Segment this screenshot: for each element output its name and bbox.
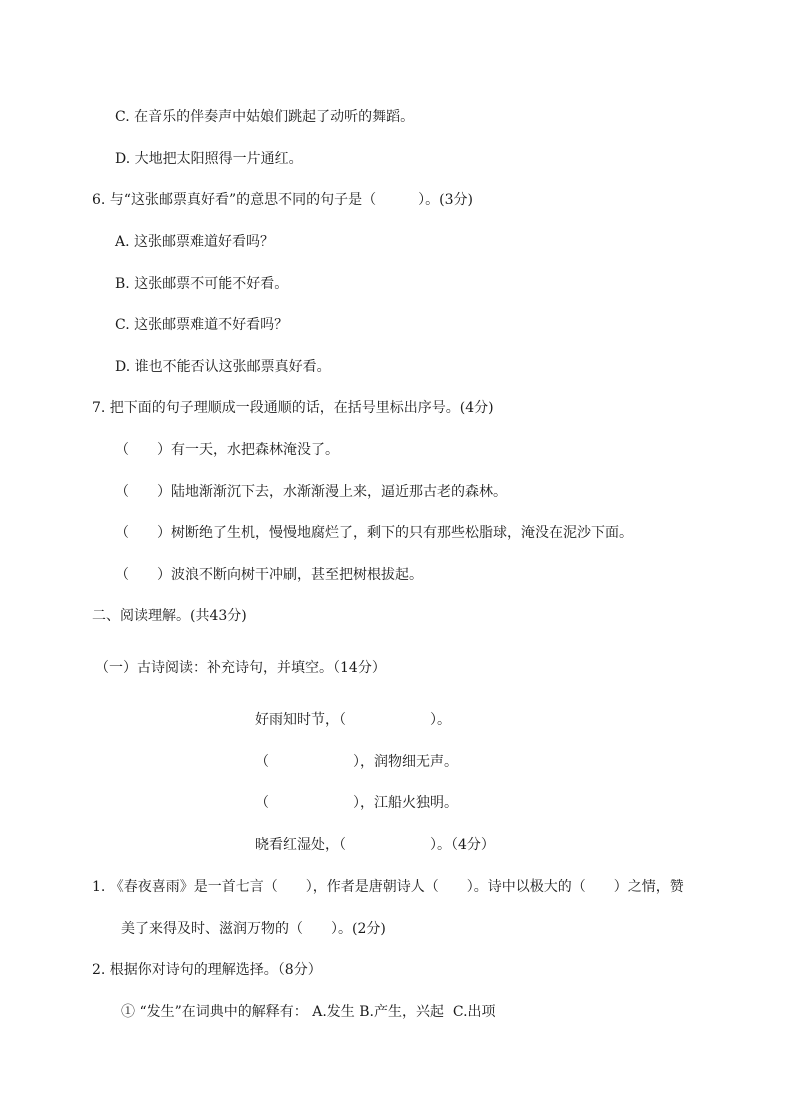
poem-question-1-continued: 美了来得及时、滋润万物的（ ）。(2分) — [121, 921, 386, 937]
poem-question-2: 2. 根据你对诗句的理解选择。（8分） — [92, 962, 322, 978]
poem-line-4: 晓看红湿处，（ ）。（4分） — [255, 837, 495, 853]
question-6-option-d: D. 谁也不能否认这张邮票真好看。 — [115, 359, 331, 375]
question-6: 6. 与“这张邮票真好看”的意思不同的句子是（ ）。(3分) — [92, 192, 473, 208]
poem-line-3: （ ），江船火独明。 — [255, 795, 458, 811]
question-7-sentence-2: （ ）陆地渐渐沉下去，水渐渐漫上来，逼近那古老的森林。 — [115, 484, 507, 500]
poem-question-2-item-1: ① “发生”在词典中的解释有： A.发生 B.产生，兴起 C.出项 — [121, 1004, 496, 1020]
question-5-option-c: C. 在音乐的伴奏声中姑娘们跳起了动听的舞蹈。 — [115, 109, 415, 125]
subsection-1-heading: （一）古诗阅读：补充诗句，并填空。（14分） — [95, 660, 386, 676]
poem-question-1: 1. 《春夜喜雨》是一首七言（ ），作者是唐朝诗人（ ）。诗中以极大的（ ）之情，赞 — [92, 879, 684, 895]
question-5-option-d: D. 大地把太阳照得一片通红。 — [115, 151, 303, 167]
question-7-sentence-4: （ ）波浪不断向树干冲刷，甚至把树根拔起。 — [115, 567, 423, 583]
poem-line-2: （ ），润物细无声。 — [255, 754, 458, 770]
question-6-option-b: B. 这张邮票不可能不好看。 — [115, 276, 289, 292]
section-2-heading: 二、阅读理解。(共43分) — [92, 608, 247, 624]
question-7: 7. 把下面的句子理顺成一段通顺的话，在括号里标出序号。(4分) — [92, 400, 494, 416]
question-7-sentence-3: （ ）树断绝了生机，慢慢地腐烂了，剩下的只有那些松脂球，淹没在泥沙下面。 — [115, 525, 633, 541]
poem-line-1: 好雨知时节，（ ）。 — [255, 712, 451, 728]
question-6-option-a: A. 这张邮票难道好看吗？ — [115, 234, 275, 250]
question-7-sentence-1: （ ）有一天，水把森林淹没了。 — [115, 442, 339, 458]
question-6-option-c: C. 这张邮票难道不好看吗？ — [115, 317, 289, 333]
